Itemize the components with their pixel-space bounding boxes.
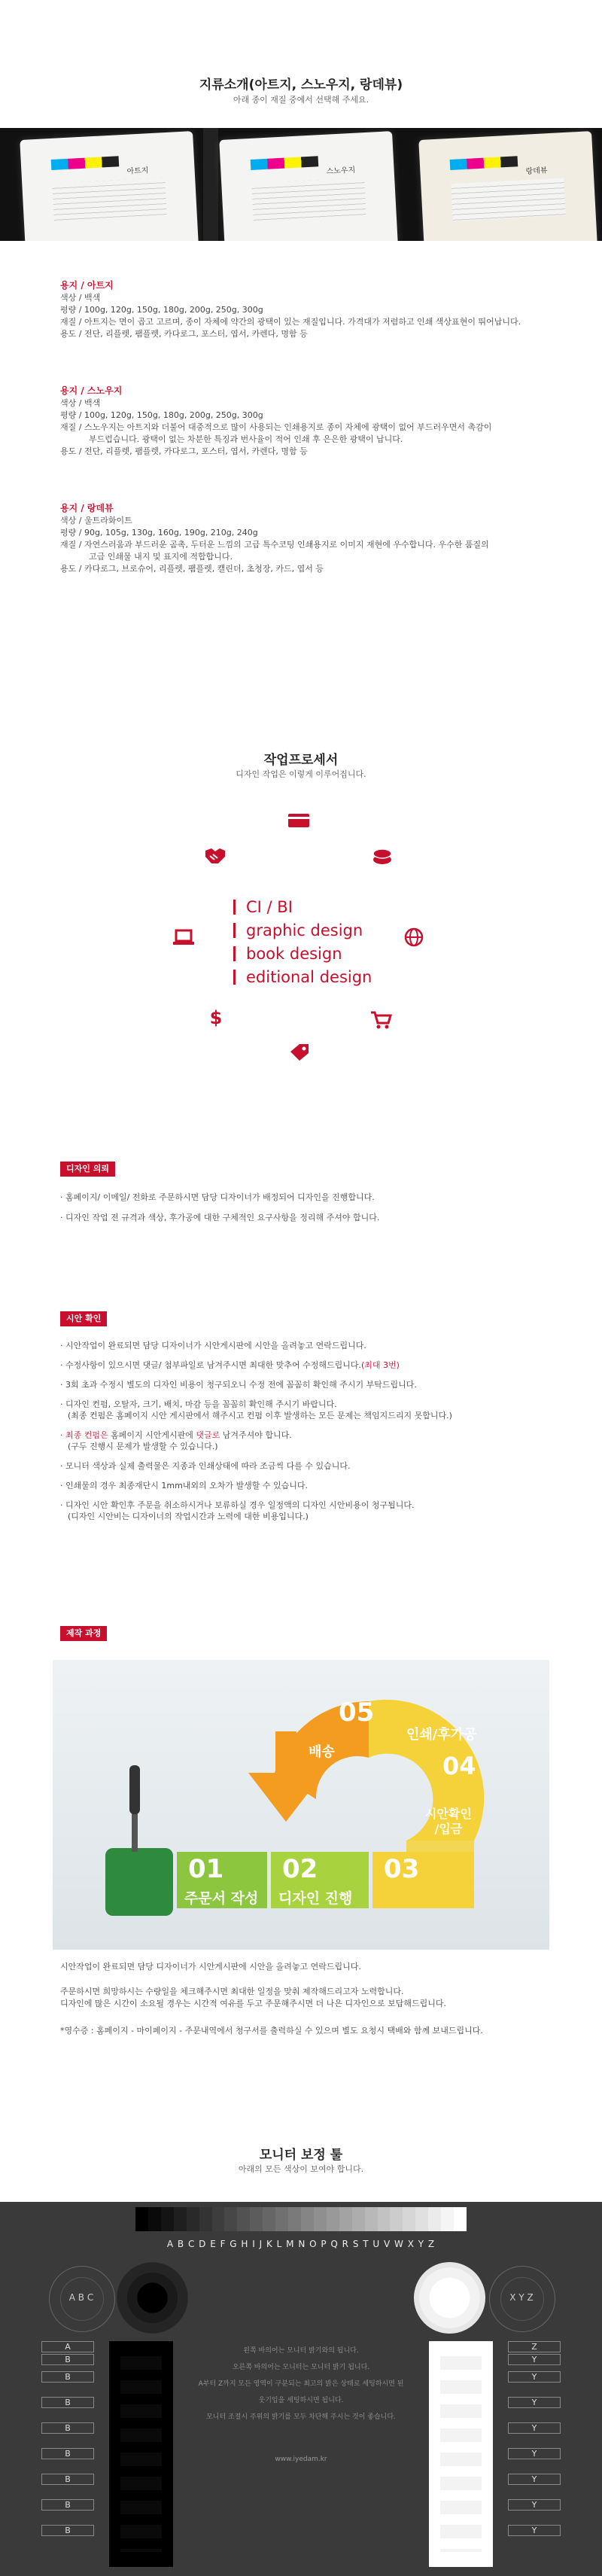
- production-process-tag: 제작 과정: [60, 1626, 107, 1641]
- production-paragraph: 디자인에 많은 시간이 소요될 경우는 시간적 여유를 두고 주문해주시면 더 나은 디자인으로 보답해드립니다.: [60, 1999, 446, 2008]
- paper-material-cont: 고급 인쇄물 내지 및 표지에 적합합니다.: [89, 552, 233, 562]
- grayscale-cell: [378, 2207, 391, 2231]
- step-01-label: 주문서 작성: [184, 1890, 259, 1907]
- grayscale-cell: [352, 2207, 365, 2231]
- grayscale-cell: [224, 2207, 237, 2231]
- production-receipt-note: *영수증 : 홈페이지 - 마이페이지 - 주문내역에서 청구서를 출력하실 수 있으며 별도 요청시 택배와 함께 보내드립니다.: [60, 2026, 483, 2036]
- grayscale-cell: [237, 2207, 250, 2231]
- grayscale-cell: [263, 2207, 275, 2231]
- paper-material: 재질 / 자연스러움과 부드러운 곰촉, 두터운 느낌의 고급 특수코팅 인쇄용지로 이미지 재현에 우수합니다. 우수한 품질의: [60, 540, 489, 550]
- dollar-icon: $: [209, 1007, 223, 1028]
- paper-color: 색상 / 백색: [60, 398, 101, 408]
- dark-circle-gradient: [117, 2262, 188, 2334]
- proof-note: (디자인 시안비는 디자이너의 작업시간과 노력에 대한 비용입니다.): [68, 1512, 309, 1521]
- grayscale-cell: [212, 2207, 225, 2231]
- paper-type-snow: 용지 / 스노우지: [60, 385, 123, 396]
- grayscale-cell: [403, 2207, 415, 2231]
- right-label-column: Z Y Y Y Y Y Y Y Y: [508, 2341, 561, 2536]
- monitor-section-title: 모니터 보정 툴: [259, 2148, 343, 2163]
- proof-note: (최종 컨펌은 홈페이지 시안 게시판에서 해주시고 컨펌 이후 발생하는 모든 문제는 책임지드리지 못합니다.): [68, 1411, 452, 1420]
- process-word-editional: editional design: [233, 966, 372, 989]
- grayscale-cell: [314, 2207, 327, 2231]
- step-05-label: 배송: [309, 1744, 335, 1760]
- grayscale-cell: [301, 2207, 314, 2231]
- grayscale-cell: [339, 2207, 352, 2231]
- paper-sheet-rendezvous: 랑데뷰: [418, 131, 597, 241]
- paper-weight: 평량 / 100g, 120g, 150g, 180g, 200g, 250g, 300g: [60, 410, 263, 420]
- paper-photo-strip: [0, 128, 602, 241]
- step-03-number: 03: [384, 1854, 420, 1884]
- proof-item: · 인쇄물의 경우 최종재단시 1mm내외의 오차가 발생할 수 있습니다.: [60, 1481, 309, 1490]
- paper-sheet-snow: 스노우지: [219, 131, 398, 241]
- proof-item: · 수정사항이 있으시면 댓글/ 첨부파일로 남겨주시면 최대한 맞추어 수정해드립니다.(최대 3번): [60, 1360, 400, 1370]
- paper-material: 재질 / 아트지는 면이 곱고 고르며, 종이 자체에 약간의 광택이 있는 재질입니다. 가격대가 저렴하고 인쇄 색상표현이 뛰어납니다.: [60, 317, 521, 327]
- paper-color: 색상 / 백색: [60, 293, 101, 303]
- proof-item-final: · 최종 컨펌은 홈페이지 시안게시판에 댓글로 남겨주셔야 합니다.: [60, 1430, 292, 1440]
- step-03-label: 시안확인 /입금: [425, 1807, 472, 1836]
- paper-weight: 평량 / 90g, 105g, 130g, 160g, 190g, 210g, 240g: [60, 528, 258, 537]
- right-circle-label: X Y Z: [509, 2292, 534, 2303]
- monitor-section-subtitle: 아래의 모든 색상이 보여야 합니다.: [238, 2164, 364, 2174]
- production-process-graphic: [53, 1660, 549, 1950]
- grayscale-cell: [441, 2207, 454, 2231]
- proof-item: · 3회 초과 수정시 별도의 디자인 비용이 청구되오니 수정 전에 꼼꼼히 확인해 주시기 부탁드립니다.: [60, 1380, 417, 1390]
- tag-icon: [287, 1041, 312, 1062]
- step-01-number: 01: [188, 1854, 224, 1884]
- paper-sheet-art: 아트지: [20, 131, 199, 241]
- light-circle-gradient: [414, 2262, 485, 2334]
- paper-usage: 용도 / 전단, 리플렛, 팸플렛, 카다로그, 포스터, 엽서, 카렌다, 명함 등: [60, 329, 308, 339]
- step-02-label: 디자인 진행: [278, 1890, 353, 1907]
- design-request-tag: 디자인 의뢰: [60, 1162, 115, 1177]
- proof-note: (구두 진행시 문제가 발생할 수 있습니다.): [68, 1442, 218, 1451]
- left-circle-label: A B C: [68, 2292, 94, 2303]
- proof-item: · 시안작업이 완료되면 담당 디자이너가 시안게시판에 시안을 올려놓고 연락드립니다.: [60, 1341, 366, 1350]
- paper-material-cont: 부드럽습니다. 광택이 없는 차분한 특징과 번사율이 적어 인쇄 후 은은한 광택이 납니다.: [89, 434, 403, 444]
- grayscale-cell: [275, 2207, 288, 2231]
- paper-usage: 용도 / 전단, 리플렛, 팸플렛, 카다로그, 포스터, 엽서, 카렌다, 명함 등: [60, 446, 308, 456]
- grayscale-cell: [174, 2207, 187, 2231]
- monitor-url: www.iyedam.kr: [275, 2456, 327, 2463]
- grayscale-cell: [199, 2207, 212, 2231]
- design-request-item: · 디자인 작업 전 규격과 색상, 후가공에 대한 구체적인 요구사항을 정리해 주셔야 합니다.: [60, 1213, 380, 1223]
- proof-check-tag: 시안 확인: [60, 1311, 107, 1326]
- production-paragraph: 시안작업이 완료되면 담당 디자이너가 시안게시판에 시안을 올려놓고 연락드립니다.: [60, 1962, 361, 1972]
- paper-material: 재질 / 스노우지는 아트지와 더불어 대중적으로 많이 사용되는 인쇄용지로 종이 자체에 광택이 없어 부드러우면서 촉감이: [60, 422, 492, 432]
- grayscale-strip: [135, 2207, 467, 2231]
- grayscale-cell: [327, 2207, 339, 2231]
- paper-type-rendezvous: 용지 / 랑데뷰: [60, 503, 114, 513]
- proof-item: · 디자인 컨펌, 오탈자, 크기, 배치, 마감 등을 꼼꼼히 확인해 주시기 바랍니다.: [60, 1399, 337, 1409]
- grayscale-cell: [428, 2207, 441, 2231]
- paper-section-title: 지류소개(아트지, 스노우지, 랑데뷰): [199, 78, 403, 93]
- grayscale-cell: [454, 2207, 467, 2231]
- proof-item: · 디자인 시안 확인후 주문을 취소하시거나 보류하실 경우 일정액의 디자인 시안비용이 청구됩니다.: [60, 1500, 415, 1510]
- handshake-icon: [203, 845, 227, 867]
- grayscale-cell: [161, 2207, 174, 2231]
- calibration-letters: A B C D E F G H I J K L M N O P Q R S T U V W X Y Z: [166, 2239, 436, 2249]
- paper-usage: 용도 / 카다로그, 브로슈어, 리플렛, 팸플렛, 캘린더, 초청장, 카드, 엽서 등: [60, 564, 324, 574]
- process-word-graphic: graphic design: [233, 919, 363, 942]
- grayscale-cell: [288, 2207, 301, 2231]
- step-05-number: 05: [339, 1698, 375, 1728]
- paper-type-art: 용지 / 아트지: [60, 280, 114, 291]
- left-label-column: A B B B B B B B B: [41, 2341, 94, 2536]
- grayscale-cell: [390, 2207, 403, 2231]
- paper-color: 색상 / 울트라화이트: [60, 516, 132, 525]
- coins-icon: [370, 845, 394, 867]
- grayscale-cell: [415, 2207, 428, 2231]
- grayscale-cell: [250, 2207, 263, 2231]
- production-paragraph: 주문하시면 희망하시는 수량일을 체크해주시면 최대한 일정을 맞춰 제작해드리고자 노력합니다.: [60, 1987, 404, 1996]
- step-02-number: 02: [282, 1854, 318, 1884]
- grayscale-cell: [365, 2207, 378, 2231]
- process-section-subtitle: 디자인 작업은 이렇게 이루어집니다.: [236, 769, 366, 779]
- process-word-book: book design: [233, 942, 342, 966]
- monitor-instructions: 왼쪽 바의어는 모니터 밝기와의 됩니다. 오른쪽 바의어는 모니터는 모니터 밝기 됩니다. A부터 Z까지 모든 영역이 구분되는 최고의 밝은 상태로 세팅하시면 된 웃기입을 세팅하시면 됩니다. 모니터 조절시 주위의 밝기를 모두 차단해 주시는 것이 좋습니다.: [198, 2347, 404, 2421]
- grayscale-cell: [135, 2207, 148, 2231]
- process-word-ci: CI / BI: [233, 896, 293, 919]
- card-icon: [286, 811, 312, 830]
- globe-icon: [403, 926, 425, 948]
- paper-section-subtitle: 아래 종이 재질 중에서 선택해 주세요.: [233, 95, 369, 105]
- paper-weight: 평량 / 100g, 120g, 150g, 180g, 200g, 250g, 300g: [60, 305, 263, 315]
- proof-item: · 모니터 색상과 실제 출력물은 지종과 인쇄상태에 따라 조금씩 다를 수 있습니다.: [60, 1461, 351, 1471]
- grayscale-cell: [148, 2207, 161, 2231]
- design-request-item: · 홈페이지/ 이메일/ 전화로 주문하시면 담당 디자이너가 배정되어 디자인을 진행합니다.: [60, 1192, 375, 1202]
- cart-icon: [369, 1009, 393, 1030]
- step-04-number: 04: [442, 1752, 476, 1780]
- step-04-label: 인쇄/후가공: [406, 1727, 477, 1743]
- process-section-title: 작업프로세서: [263, 753, 339, 768]
- laptop-icon: [172, 927, 196, 948]
- grayscale-cell: [187, 2207, 199, 2231]
